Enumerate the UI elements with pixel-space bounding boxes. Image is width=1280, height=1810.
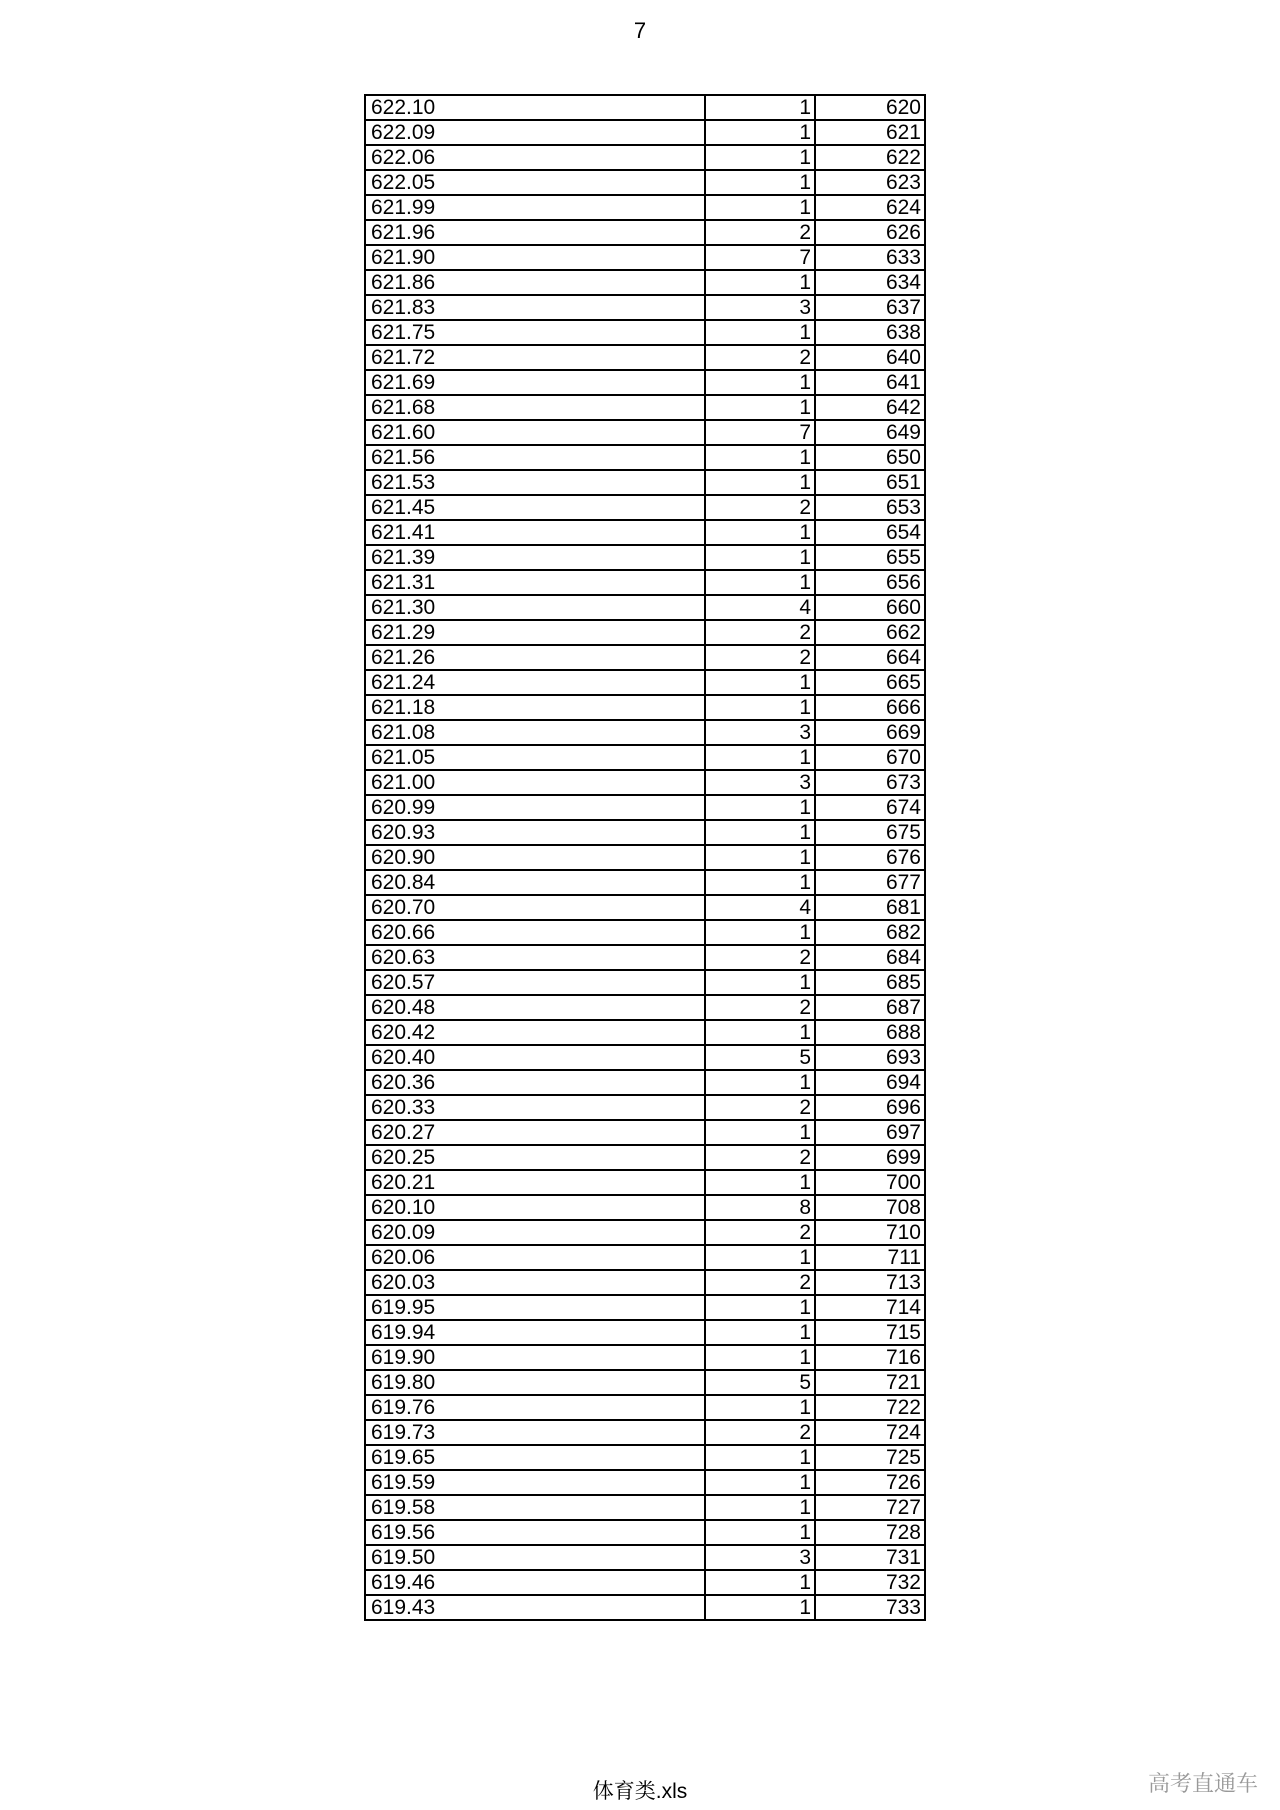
table-row <box>365 270 925 295</box>
count-cell: 1 <box>705 1570 815 1595</box>
score-cell: 621.29 <box>365 620 705 645</box>
table-row <box>365 195 925 220</box>
cumulative-cell: 656 <box>815 570 925 595</box>
count-cell: 2 <box>705 345 815 370</box>
cumulative-cell: 634 <box>815 270 925 295</box>
cumulative-cell: 713 <box>815 1270 925 1295</box>
score-cell: 619.43 <box>365 1595 705 1620</box>
table-row <box>365 920 925 945</box>
cumulative-cell: 638 <box>815 320 925 345</box>
table-row <box>365 795 925 820</box>
cumulative-cell: 640 <box>815 345 925 370</box>
count-cell: 1 <box>705 470 815 495</box>
table-row <box>365 1295 925 1320</box>
score-table-body <box>365 95 925 1620</box>
table-row <box>365 220 925 245</box>
score-cell: 620.84 <box>365 870 705 895</box>
score-cell: 620.36 <box>365 1070 705 1095</box>
cumulative-cell: 716 <box>815 1345 925 1370</box>
cumulative-cell: 665 <box>815 670 925 695</box>
table-row <box>365 370 925 395</box>
table-row <box>365 470 925 495</box>
score-cell: 620.06 <box>365 1245 705 1270</box>
table-row <box>365 770 925 795</box>
count-cell: 1 <box>705 845 815 870</box>
table-row <box>365 1195 925 1220</box>
table-row <box>365 895 925 920</box>
table-row <box>365 295 925 320</box>
table-row <box>365 1220 925 1245</box>
table-row <box>365 1270 925 1295</box>
cumulative-cell: 677 <box>815 870 925 895</box>
cumulative-cell: 653 <box>815 495 925 520</box>
score-cell: 620.27 <box>365 1120 705 1145</box>
table-row <box>365 1370 925 1395</box>
cumulative-cell: 626 <box>815 220 925 245</box>
cumulative-cell: 624 <box>815 195 925 220</box>
count-cell: 1 <box>705 445 815 470</box>
score-cell: 619.73 <box>365 1420 705 1445</box>
cumulative-cell: 700 <box>815 1170 925 1195</box>
score-cell: 621.30 <box>365 595 705 620</box>
count-cell: 1 <box>705 795 815 820</box>
table-row <box>365 545 925 570</box>
cumulative-cell: 676 <box>815 845 925 870</box>
count-cell: 1 <box>705 745 815 770</box>
cumulative-cell: 669 <box>815 720 925 745</box>
cumulative-cell: 655 <box>815 545 925 570</box>
count-cell: 1 <box>705 545 815 570</box>
score-cell: 620.10 <box>365 1195 705 1220</box>
cumulative-cell: 633 <box>815 245 925 270</box>
score-cell: 619.94 <box>365 1320 705 1345</box>
score-cell: 621.31 <box>365 570 705 595</box>
score-cell: 621.00 <box>365 770 705 795</box>
score-cell: 620.40 <box>365 1045 705 1070</box>
table-row <box>365 420 925 445</box>
score-cell: 621.24 <box>365 670 705 695</box>
cumulative-cell: 650 <box>815 445 925 470</box>
cumulative-cell: 715 <box>815 1320 925 1345</box>
count-cell: 1 <box>705 145 815 170</box>
cumulative-cell: 694 <box>815 1070 925 1095</box>
count-cell: 3 <box>705 720 815 745</box>
cumulative-cell: 675 <box>815 820 925 845</box>
score-cell: 621.90 <box>365 245 705 270</box>
score-cell: 621.96 <box>365 220 705 245</box>
score-cell: 619.95 <box>365 1295 705 1320</box>
table-row <box>365 120 925 145</box>
count-cell: 2 <box>705 1420 815 1445</box>
cumulative-cell: 693 <box>815 1045 925 1070</box>
count-cell: 4 <box>705 595 815 620</box>
cumulative-cell: 684 <box>815 945 925 970</box>
table-row <box>365 670 925 695</box>
table-row <box>365 1520 925 1545</box>
table-row <box>365 1020 925 1045</box>
table-row <box>365 595 925 620</box>
count-cell: 2 <box>705 220 815 245</box>
cumulative-cell: 687 <box>815 995 925 1020</box>
table-row <box>365 1570 925 1595</box>
table-row <box>365 820 925 845</box>
table-row <box>365 1145 925 1170</box>
table-row <box>365 345 925 370</box>
score-cell: 620.57 <box>365 970 705 995</box>
table-row <box>365 695 925 720</box>
cumulative-cell: 724 <box>815 1420 925 1445</box>
score-cell: 620.63 <box>365 945 705 970</box>
count-cell: 1 <box>705 1395 815 1420</box>
count-cell: 1 <box>705 1345 815 1370</box>
table-row <box>365 1320 925 1345</box>
score-cell: 620.33 <box>365 1095 705 1120</box>
cumulative-cell: 654 <box>815 520 925 545</box>
score-cell: 621.56 <box>365 445 705 470</box>
score-cell: 621.41 <box>365 520 705 545</box>
cumulative-cell: 642 <box>815 395 925 420</box>
count-cell: 1 <box>705 1445 815 1470</box>
count-cell: 1 <box>705 920 815 945</box>
score-cell: 621.53 <box>365 470 705 495</box>
cumulative-cell: 622 <box>815 145 925 170</box>
count-cell: 1 <box>705 370 815 395</box>
count-cell: 1 <box>705 820 815 845</box>
cumulative-cell: 688 <box>815 1020 925 1045</box>
score-cell: 620.25 <box>365 1145 705 1170</box>
table-row <box>365 995 925 1020</box>
cumulative-cell: 623 <box>815 170 925 195</box>
cumulative-cell: 641 <box>815 370 925 395</box>
cumulative-cell: 673 <box>815 770 925 795</box>
score-cell: 619.56 <box>365 1520 705 1545</box>
score-cell: 620.21 <box>365 1170 705 1195</box>
cumulative-cell: 725 <box>815 1445 925 1470</box>
table-row <box>365 95 925 120</box>
cumulative-cell: 620 <box>815 95 925 120</box>
score-cell: 622.09 <box>365 120 705 145</box>
count-cell: 1 <box>705 670 815 695</box>
score-cell: 622.10 <box>365 95 705 120</box>
cumulative-cell: 685 <box>815 970 925 995</box>
table-row <box>365 1170 925 1195</box>
cumulative-cell: 621 <box>815 120 925 145</box>
count-cell: 2 <box>705 495 815 520</box>
score-cell: 620.93 <box>365 820 705 845</box>
count-cell: 1 <box>705 570 815 595</box>
score-cell: 619.50 <box>365 1545 705 1570</box>
score-cell: 620.48 <box>365 995 705 1020</box>
cumulative-cell: 664 <box>815 645 925 670</box>
score-cell: 621.99 <box>365 195 705 220</box>
count-cell: 1 <box>705 695 815 720</box>
table-row <box>365 1545 925 1570</box>
table-row <box>365 1245 925 1270</box>
table-row <box>365 645 925 670</box>
cumulative-cell: 711 <box>815 1245 925 1270</box>
score-cell: 621.83 <box>365 295 705 320</box>
table-row <box>365 1120 925 1145</box>
score-cell: 621.08 <box>365 720 705 745</box>
table-row <box>365 1345 925 1370</box>
cumulative-cell: 710 <box>815 1220 925 1245</box>
cumulative-cell: 681 <box>815 895 925 920</box>
count-cell: 1 <box>705 95 815 120</box>
count-cell: 1 <box>705 120 815 145</box>
count-cell: 2 <box>705 1145 815 1170</box>
table-row <box>365 520 925 545</box>
score-cell: 621.75 <box>365 320 705 345</box>
table-row <box>365 620 925 645</box>
table-row <box>365 1070 925 1095</box>
cumulative-cell: 662 <box>815 620 925 645</box>
count-cell: 2 <box>705 1270 815 1295</box>
score-cell: 620.03 <box>365 1270 705 1295</box>
score-cell: 621.60 <box>365 420 705 445</box>
score-cell: 619.90 <box>365 1345 705 1370</box>
table-row <box>365 320 925 345</box>
cumulative-cell: 731 <box>815 1545 925 1570</box>
table-row <box>365 870 925 895</box>
count-cell: 1 <box>705 170 815 195</box>
cumulative-cell: 726 <box>815 1470 925 1495</box>
count-cell: 1 <box>705 1245 815 1270</box>
table-row <box>365 1495 925 1520</box>
cumulative-cell: 732 <box>815 1570 925 1595</box>
count-cell: 7 <box>705 245 815 270</box>
cumulative-cell: 651 <box>815 470 925 495</box>
count-cell: 1 <box>705 870 815 895</box>
table-row <box>365 1420 925 1445</box>
count-cell: 1 <box>705 1020 815 1045</box>
score-cell: 620.09 <box>365 1220 705 1245</box>
count-cell: 1 <box>705 970 815 995</box>
table-row <box>365 945 925 970</box>
count-cell: 2 <box>705 620 815 645</box>
count-cell: 1 <box>705 1295 815 1320</box>
score-cell: 621.26 <box>365 645 705 670</box>
count-cell: 1 <box>705 1070 815 1095</box>
score-cell: 619.58 <box>365 1495 705 1520</box>
count-cell: 1 <box>705 520 815 545</box>
cumulative-cell: 670 <box>815 745 925 770</box>
count-cell: 2 <box>705 995 815 1020</box>
footer-filename: 体育类.xls <box>592 1780 688 1803</box>
score-cell: 619.46 <box>365 1570 705 1595</box>
score-cell: 619.65 <box>365 1445 705 1470</box>
table-row <box>365 1445 925 1470</box>
score-cell: 620.42 <box>365 1020 705 1045</box>
cumulative-cell: 697 <box>815 1120 925 1145</box>
cumulative-cell: 682 <box>815 920 925 945</box>
score-cell: 621.05 <box>365 745 705 770</box>
table-row <box>365 1095 925 1120</box>
count-cell: 5 <box>705 1370 815 1395</box>
count-cell: 1 <box>705 1170 815 1195</box>
table-row <box>365 720 925 745</box>
score-cell: 619.80 <box>365 1370 705 1395</box>
table-row <box>365 1045 925 1070</box>
table-row <box>365 845 925 870</box>
table-row <box>365 1395 925 1420</box>
count-cell: 4 <box>705 895 815 920</box>
count-cell: 2 <box>705 1095 815 1120</box>
score-cell: 620.99 <box>365 795 705 820</box>
count-cell: 1 <box>705 270 815 295</box>
cumulative-cell: 699 <box>815 1145 925 1170</box>
count-cell: 2 <box>705 645 815 670</box>
count-cell: 3 <box>705 770 815 795</box>
table-row <box>365 1470 925 1495</box>
count-cell: 1 <box>705 1520 815 1545</box>
cumulative-cell: 708 <box>815 1195 925 1220</box>
table-row <box>365 245 925 270</box>
cumulative-cell: 728 <box>815 1520 925 1545</box>
count-cell: 3 <box>705 295 815 320</box>
table-row <box>365 395 925 420</box>
cumulative-cell: 714 <box>815 1295 925 1320</box>
score-cell: 621.39 <box>365 545 705 570</box>
cumulative-cell: 649 <box>815 420 925 445</box>
table-row <box>365 170 925 195</box>
count-cell: 1 <box>705 320 815 345</box>
count-cell: 3 <box>705 1545 815 1570</box>
count-cell: 1 <box>705 1595 815 1620</box>
page-number: 7 <box>633 18 647 43</box>
cumulative-cell: 733 <box>815 1595 925 1620</box>
count-cell: 2 <box>705 945 815 970</box>
cumulative-cell: 637 <box>815 295 925 320</box>
score-cell: 619.76 <box>365 1395 705 1420</box>
count-cell: 1 <box>705 195 815 220</box>
table-row <box>365 1595 925 1620</box>
score-cell: 619.59 <box>365 1470 705 1495</box>
score-cell: 620.70 <box>365 895 705 920</box>
cumulative-cell: 666 <box>815 695 925 720</box>
cumulative-cell: 727 <box>815 1495 925 1520</box>
count-cell: 1 <box>705 1120 815 1145</box>
score-cell: 621.68 <box>365 395 705 420</box>
cumulative-cell: 674 <box>815 795 925 820</box>
score-cell: 621.18 <box>365 695 705 720</box>
cumulative-cell: 722 <box>815 1395 925 1420</box>
count-cell: 5 <box>705 1045 815 1070</box>
score-cell: 621.69 <box>365 370 705 395</box>
table-row <box>365 495 925 520</box>
score-cell: 621.45 <box>365 495 705 520</box>
score-cell: 620.66 <box>365 920 705 945</box>
score-cell: 620.90 <box>365 845 705 870</box>
count-cell: 1 <box>705 1495 815 1520</box>
count-cell: 2 <box>705 1220 815 1245</box>
score-cell: 622.05 <box>365 170 705 195</box>
count-cell: 1 <box>705 1470 815 1495</box>
score-cell: 622.06 <box>365 145 705 170</box>
cumulative-cell: 660 <box>815 595 925 620</box>
count-cell: 1 <box>705 1320 815 1345</box>
count-cell: 8 <box>705 1195 815 1220</box>
table-row <box>365 145 925 170</box>
table-row <box>365 570 925 595</box>
score-cell: 621.86 <box>365 270 705 295</box>
score-cell: 621.72 <box>365 345 705 370</box>
watermark: 高考直通车 <box>1147 1771 1258 1796</box>
cumulative-cell: 696 <box>815 1095 925 1120</box>
table-row <box>365 745 925 770</box>
cumulative-cell: 721 <box>815 1370 925 1395</box>
score-table <box>364 94 926 1621</box>
table-row <box>365 445 925 470</box>
count-cell: 1 <box>705 395 815 420</box>
count-cell: 7 <box>705 420 815 445</box>
table-row <box>365 970 925 995</box>
